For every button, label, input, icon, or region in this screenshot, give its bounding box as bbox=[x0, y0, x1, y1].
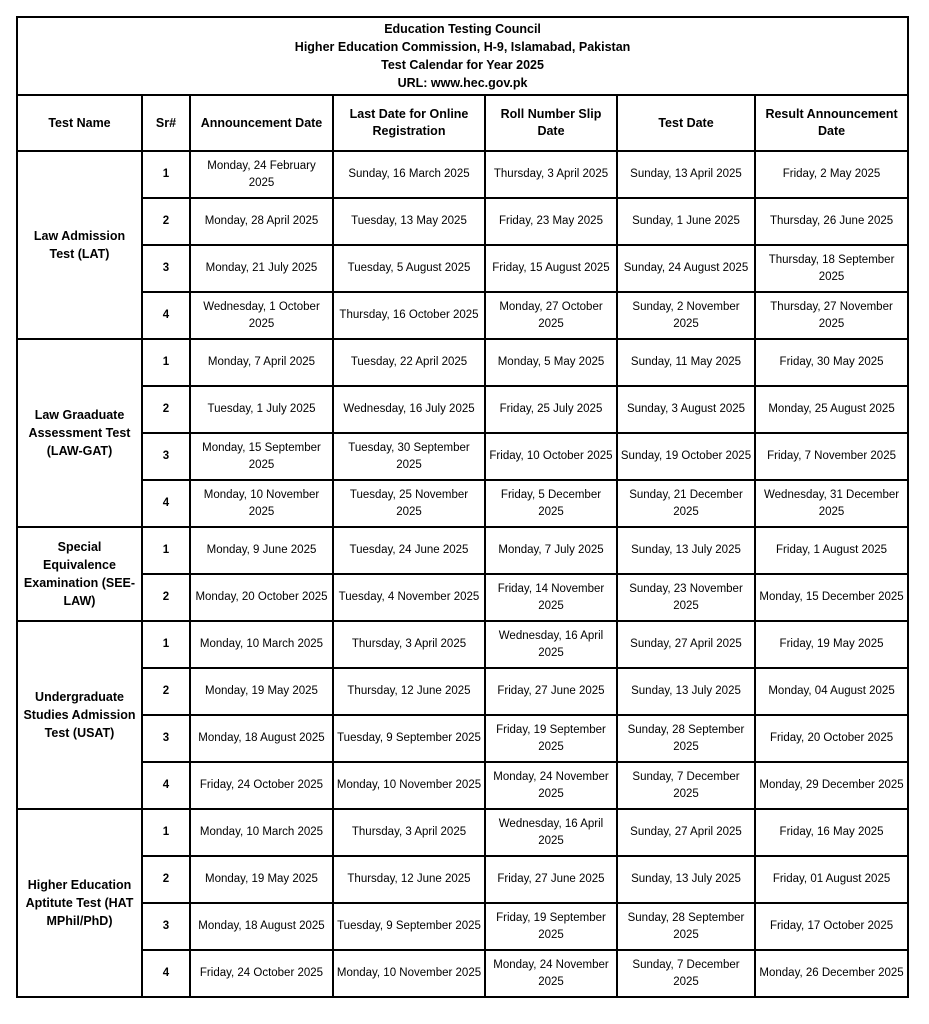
calendar-table bbox=[16, 16, 909, 998]
announcement-date-cell: Monday, 9 June 2025 bbox=[190, 527, 333, 574]
last-date-registration-cell: Thursday, 16 October 2025 bbox=[333, 292, 485, 339]
table-row bbox=[17, 950, 908, 997]
announcement-date-cell: Monday, 21 July 2025 bbox=[190, 245, 333, 292]
table-row bbox=[17, 856, 908, 903]
roll-number-slip-date-cell: Friday, 15 August 2025 bbox=[485, 245, 617, 292]
last-date-registration-cell: Thursday, 12 June 2025 bbox=[333, 668, 485, 715]
test-date-cell: Sunday, 3 August 2025 bbox=[617, 386, 755, 433]
roll-number-slip-date-cell: Friday, 14 November 2025 bbox=[485, 574, 617, 621]
header-row bbox=[17, 95, 908, 151]
result-announcement-date-cell: Monday, 25 August 2025 bbox=[755, 386, 908, 433]
result-announcement-date-cell: Monday, 26 December 2025 bbox=[755, 950, 908, 997]
sr-cell: 3 bbox=[142, 715, 190, 762]
announcement-date-cell: Monday, 20 October 2025 bbox=[190, 574, 333, 621]
test-date-cell: Sunday, 28 September 2025 bbox=[617, 903, 755, 950]
roll-number-slip-date-cell: Friday, 19 September 2025 bbox=[485, 903, 617, 950]
result-announcement-date-cell: Thursday, 18 September 2025 bbox=[755, 245, 908, 292]
sr-cell: 2 bbox=[142, 668, 190, 715]
last-date-registration-cell: Tuesday, 4 November 2025 bbox=[333, 574, 485, 621]
roll-number-slip-date-cell: Monday, 7 July 2025 bbox=[485, 527, 617, 574]
announcement-date-cell: Wednesday, 1 October 2025 bbox=[190, 292, 333, 339]
table-row bbox=[17, 715, 908, 762]
test-date-cell: Sunday, 13 July 2025 bbox=[617, 856, 755, 903]
roll-number-slip-date-cell: Friday, 10 October 2025 bbox=[485, 433, 617, 480]
table-row bbox=[17, 151, 908, 198]
test-date-cell: Sunday, 13 April 2025 bbox=[617, 151, 755, 198]
roll-number-slip-date-cell: Thursday, 3 April 2025 bbox=[485, 151, 617, 198]
table-row bbox=[17, 621, 908, 668]
test-name-cell: Law Graaduate Assessment Test (LAW-GAT) bbox=[17, 339, 142, 527]
header-result-announcement-date: Result Announcement Date bbox=[755, 95, 908, 151]
table-row bbox=[17, 762, 908, 809]
header-last-date-registration: Last Date for Online Registration bbox=[333, 95, 485, 151]
test-calendar bbox=[16, 16, 907, 998]
table-row bbox=[17, 903, 908, 950]
result-announcement-date-cell: Wednesday, 31 December 2025 bbox=[755, 480, 908, 527]
announcement-date-cell: Monday, 24 February 2025 bbox=[190, 151, 333, 198]
announcement-date-cell: Friday, 24 October 2025 bbox=[190, 762, 333, 809]
header-roll-number-slip-date: Roll Number Slip Date bbox=[485, 95, 617, 151]
last-date-registration-cell: Thursday, 3 April 2025 bbox=[333, 809, 485, 856]
last-date-registration-cell: Tuesday, 13 May 2025 bbox=[333, 198, 485, 245]
announcement-date-cell: Monday, 19 May 2025 bbox=[190, 856, 333, 903]
result-announcement-date-cell: Monday, 04 August 2025 bbox=[755, 668, 908, 715]
last-date-registration-cell: Tuesday, 30 September 2025 bbox=[333, 433, 485, 480]
sr-cell: 4 bbox=[142, 950, 190, 997]
announcement-date-cell: Monday, 10 March 2025 bbox=[190, 809, 333, 856]
announcement-date-cell: Monday, 10 March 2025 bbox=[190, 621, 333, 668]
sr-cell: 1 bbox=[142, 809, 190, 856]
last-date-registration-cell: Tuesday, 25 November 2025 bbox=[333, 480, 485, 527]
announcement-date-cell: Tuesday, 1 July 2025 bbox=[190, 386, 333, 433]
table-row bbox=[17, 433, 908, 480]
roll-number-slip-date-cell: Wednesday, 16 April 2025 bbox=[485, 809, 617, 856]
sr-cell: 1 bbox=[142, 151, 190, 198]
title-line-url: URL: www.hec.gov.pk bbox=[397, 76, 528, 90]
last-date-registration-cell: Tuesday, 24 June 2025 bbox=[333, 527, 485, 574]
test-date-cell: Sunday, 2 November 2025 bbox=[617, 292, 755, 339]
result-announcement-date-cell: Friday, 20 October 2025 bbox=[755, 715, 908, 762]
announcement-date-cell: Monday, 18 August 2025 bbox=[190, 903, 333, 950]
roll-number-slip-date-cell: Friday, 27 June 2025 bbox=[485, 668, 617, 715]
test-name-cell: Special Equivalence Examination (SEE-LAW) bbox=[17, 527, 142, 621]
table-row bbox=[17, 480, 908, 527]
announcement-date-cell: Monday, 15 September 2025 bbox=[190, 433, 333, 480]
result-announcement-date-cell: Friday, 01 August 2025 bbox=[755, 856, 908, 903]
result-announcement-date-cell: Friday, 16 May 2025 bbox=[755, 809, 908, 856]
header-test-name: Test Name bbox=[17, 95, 142, 151]
sr-cell: 2 bbox=[142, 386, 190, 433]
roll-number-slip-date-cell: Friday, 23 May 2025 bbox=[485, 198, 617, 245]
last-date-registration-cell: Thursday, 12 June 2025 bbox=[333, 856, 485, 903]
sr-cell: 1 bbox=[142, 339, 190, 386]
last-date-registration-cell: Tuesday, 22 April 2025 bbox=[333, 339, 485, 386]
sr-cell: 2 bbox=[142, 574, 190, 621]
sr-cell: 1 bbox=[142, 527, 190, 574]
table-row bbox=[17, 574, 908, 621]
sr-cell: 3 bbox=[142, 903, 190, 950]
last-date-registration-cell: Thursday, 3 April 2025 bbox=[333, 621, 485, 668]
result-announcement-date-cell: Thursday, 26 June 2025 bbox=[755, 198, 908, 245]
table-row bbox=[17, 386, 908, 433]
title-line-organization: Education Testing Council bbox=[384, 22, 541, 36]
header-sr: Sr# bbox=[142, 95, 190, 151]
test-date-cell: Sunday, 21 December 2025 bbox=[617, 480, 755, 527]
test-date-cell: Sunday, 7 December 2025 bbox=[617, 950, 755, 997]
result-announcement-date-cell: Friday, 30 May 2025 bbox=[755, 339, 908, 386]
last-date-registration-cell: Tuesday, 9 September 2025 bbox=[333, 715, 485, 762]
test-date-cell: Sunday, 11 May 2025 bbox=[617, 339, 755, 386]
roll-number-slip-date-cell: Friday, 27 June 2025 bbox=[485, 856, 617, 903]
result-announcement-date-cell: Friday, 17 October 2025 bbox=[755, 903, 908, 950]
table-row bbox=[17, 292, 908, 339]
last-date-registration-cell: Tuesday, 9 September 2025 bbox=[333, 903, 485, 950]
table-row bbox=[17, 339, 908, 386]
roll-number-slip-date-cell: Friday, 5 December 2025 bbox=[485, 480, 617, 527]
test-date-cell: Sunday, 23 November 2025 bbox=[617, 574, 755, 621]
table-row bbox=[17, 527, 908, 574]
roll-number-slip-date-cell: Monday, 5 May 2025 bbox=[485, 339, 617, 386]
result-announcement-date-cell: Monday, 29 December 2025 bbox=[755, 762, 908, 809]
announcement-date-cell: Monday, 19 May 2025 bbox=[190, 668, 333, 715]
result-announcement-date-cell: Friday, 7 November 2025 bbox=[755, 433, 908, 480]
header-announcement-date: Announcement Date bbox=[190, 95, 333, 151]
sr-cell: 1 bbox=[142, 621, 190, 668]
table-row bbox=[17, 668, 908, 715]
announcement-date-cell: Monday, 10 November 2025 bbox=[190, 480, 333, 527]
result-announcement-date-cell: Monday, 15 December 2025 bbox=[755, 574, 908, 621]
test-date-cell: Sunday, 19 October 2025 bbox=[617, 433, 755, 480]
result-announcement-date-cell: Friday, 1 August 2025 bbox=[755, 527, 908, 574]
test-name-cell: Law Admission Test (LAT) bbox=[17, 151, 142, 339]
announcement-date-cell: Monday, 7 April 2025 bbox=[190, 339, 333, 386]
last-date-registration-cell: Monday, 10 November 2025 bbox=[333, 950, 485, 997]
announcement-date-cell: Monday, 28 April 2025 bbox=[190, 198, 333, 245]
test-name-cell: Undergraduate Studies Admission Test (USAT) bbox=[17, 621, 142, 809]
last-date-registration-cell: Sunday, 16 March 2025 bbox=[333, 151, 485, 198]
roll-number-slip-date-cell: Monday, 27 October 2025 bbox=[485, 292, 617, 339]
sr-cell: 4 bbox=[142, 292, 190, 339]
test-date-cell: Sunday, 7 December 2025 bbox=[617, 762, 755, 809]
sr-cell: 3 bbox=[142, 245, 190, 292]
announcement-date-cell: Monday, 18 August 2025 bbox=[190, 715, 333, 762]
result-announcement-date-cell: Thursday, 27 November 2025 bbox=[755, 292, 908, 339]
roll-number-slip-date-cell: Friday, 19 September 2025 bbox=[485, 715, 617, 762]
table-row bbox=[17, 198, 908, 245]
last-date-registration-cell: Wednesday, 16 July 2025 bbox=[333, 386, 485, 433]
table-row bbox=[17, 809, 908, 856]
test-date-cell: Sunday, 13 July 2025 bbox=[617, 527, 755, 574]
title-block bbox=[17, 17, 908, 95]
sr-cell: 2 bbox=[142, 198, 190, 245]
last-date-registration-cell: Monday, 10 November 2025 bbox=[333, 762, 485, 809]
roll-number-slip-date-cell: Monday, 24 November 2025 bbox=[485, 762, 617, 809]
test-date-cell: Sunday, 27 April 2025 bbox=[617, 809, 755, 856]
title-line-calendar: Test Calendar for Year 2025 bbox=[381, 58, 544, 72]
title-line-commission: Higher Education Commission, H-9, Islamabad, Pakistan bbox=[294, 40, 631, 54]
test-date-cell: Sunday, 1 June 2025 bbox=[617, 198, 755, 245]
test-date-cell: Sunday, 24 August 2025 bbox=[617, 245, 755, 292]
last-date-registration-cell: Tuesday, 5 August 2025 bbox=[333, 245, 485, 292]
result-announcement-date-cell: Friday, 2 May 2025 bbox=[755, 151, 908, 198]
sr-cell: 4 bbox=[142, 762, 190, 809]
test-name-cell: Higher Education Aptitute Test (HAT MPhil/PhD) bbox=[17, 809, 142, 997]
roll-number-slip-date-cell: Friday, 25 July 2025 bbox=[485, 386, 617, 433]
sr-cell: 4 bbox=[142, 480, 190, 527]
announcement-date-cell: Friday, 24 October 2025 bbox=[190, 950, 333, 997]
table-row bbox=[17, 245, 908, 292]
sr-cell: 3 bbox=[142, 433, 190, 480]
sr-cell: 2 bbox=[142, 856, 190, 903]
test-date-cell: Sunday, 13 July 2025 bbox=[617, 668, 755, 715]
header-test-date: Test Date bbox=[617, 95, 755, 151]
result-announcement-date-cell: Friday, 19 May 2025 bbox=[755, 621, 908, 668]
roll-number-slip-date-cell: Monday, 24 November 2025 bbox=[485, 950, 617, 997]
roll-number-slip-date-cell: Wednesday, 16 April 2025 bbox=[485, 621, 617, 668]
test-date-cell: Sunday, 28 September 2025 bbox=[617, 715, 755, 762]
test-date-cell: Sunday, 27 April 2025 bbox=[617, 621, 755, 668]
